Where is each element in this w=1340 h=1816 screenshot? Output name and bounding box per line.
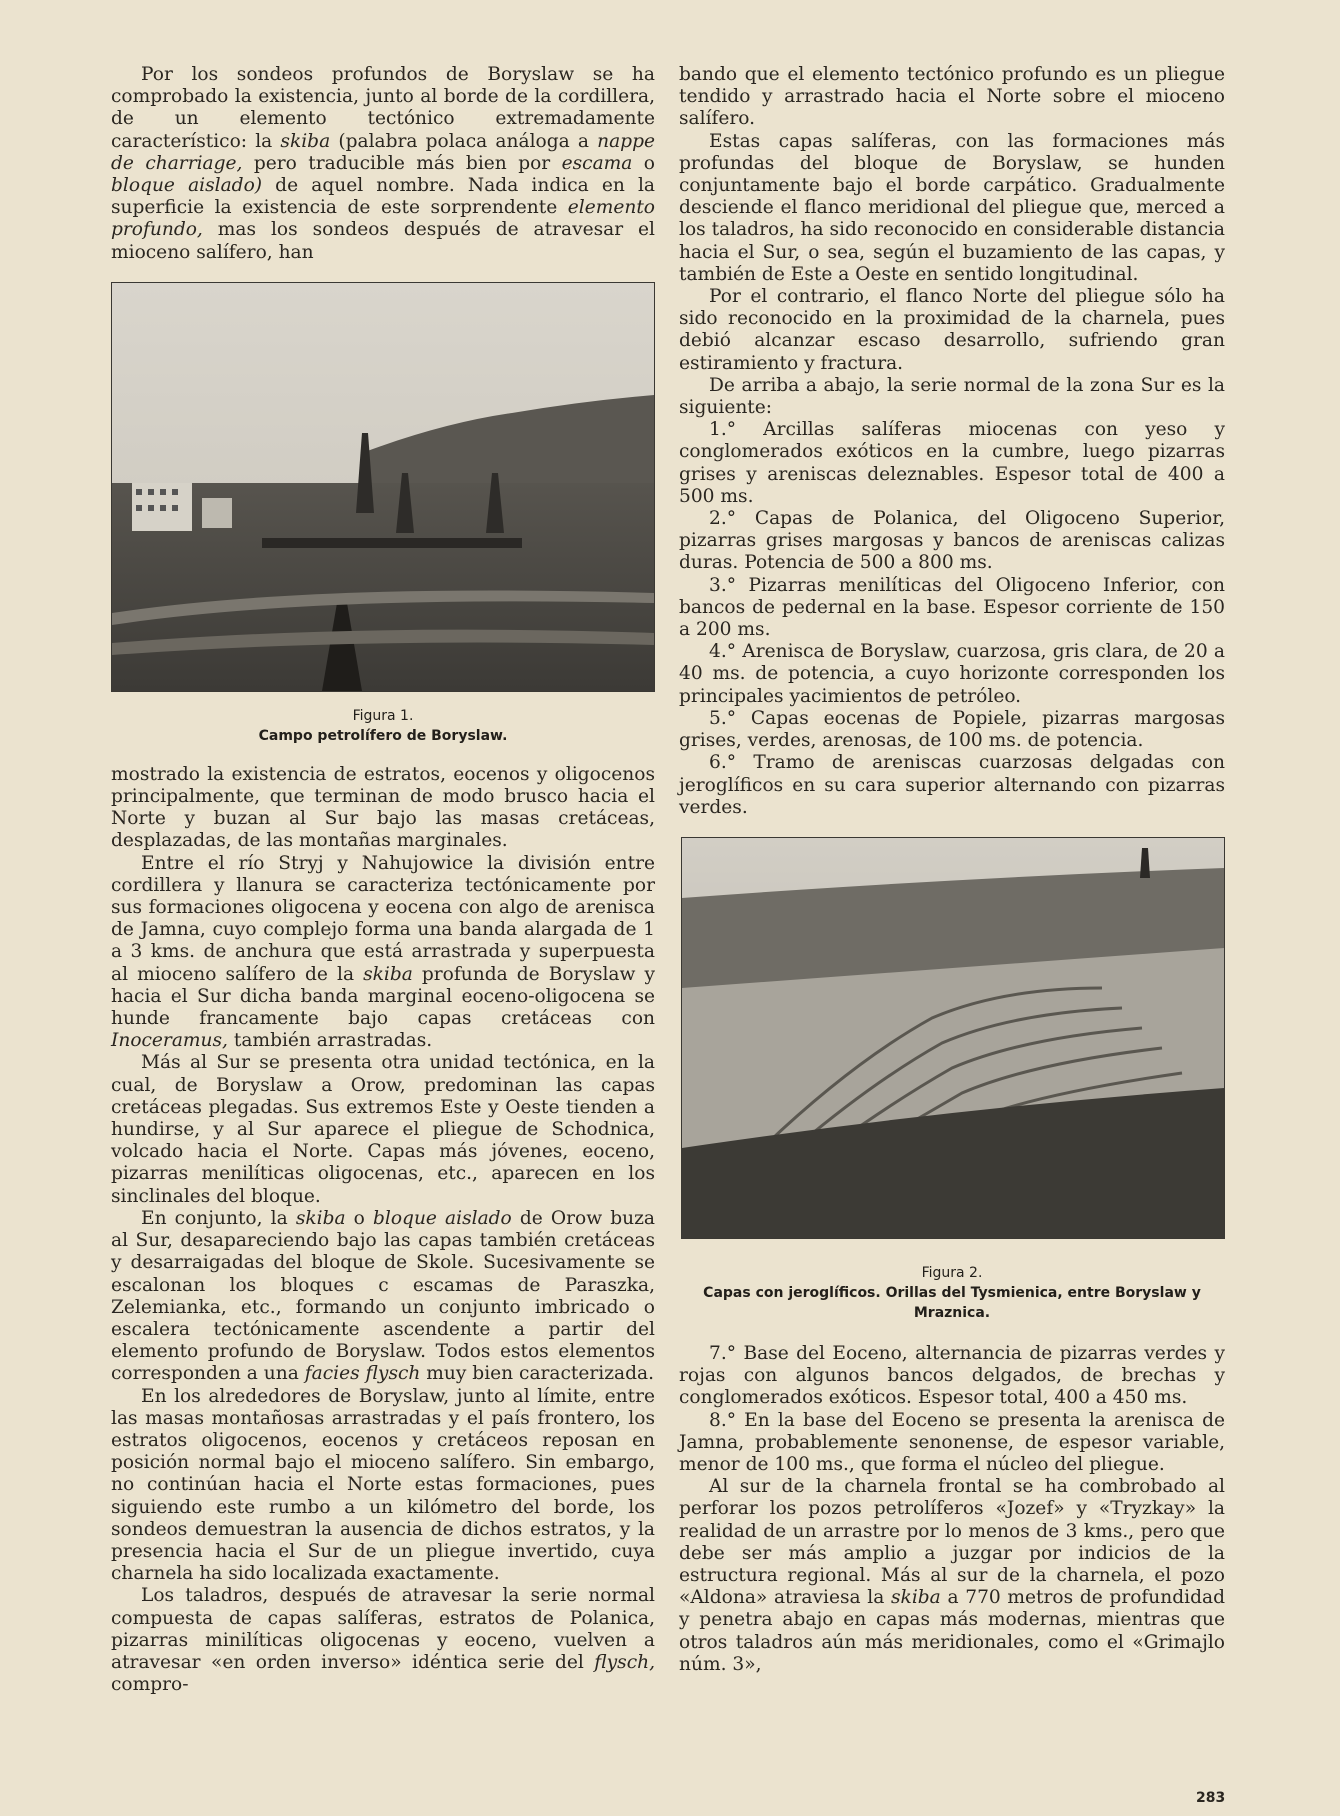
text-run: o	[632, 152, 655, 174]
list-item: 6.° Tramo de areniscas cuarzosas delgadas con jeroglíficos en su cara superior alternando con pizarras verdes.	[679, 752, 1225, 818]
figure-2-caption	[679, 1263, 1225, 1323]
paragraph	[111, 853, 655, 1053]
text-run: muy bien caracterizada.	[420, 1363, 655, 1385]
paragraph: mostrado la existencia de estratos, eocenos y oligocenos principalmente, que terminan de modo brusco hacia el Norte y buzan al Sur bajo las masas cretáceas, desplazadas, de las montañas marginales.	[111, 763, 655, 852]
list-item: 5.° Capas eocenas de Popiele, pizarras margosas grises, verdes, arenosas, de 100 ms. de potencia.	[679, 707, 1225, 752]
text-run: nappe de charriage,	[111, 130, 655, 174]
text-run: pero traducible más bien por	[242, 152, 562, 174]
list-item: 1.° Arcillas salíferas miocenas con yeso y conglomerados exóticos en la cumbre, luego pizarras grises y areniscas deleznables. Espesor total de 400 a 500 ms.	[679, 419, 1225, 507]
list-item: 3.° Pizarras menilíticas del Oligoceno Inferior, con bancos de pedernal en la base. Espesor corriente de 150 a 200 ms.	[679, 574, 1225, 641]
page-number: 283	[1196, 1790, 1226, 1806]
text-run: de Orow buza al Sur, desapareciendo bajo las capas también cretáceas y desarraigadas del bloque de Skole. Sucesivamente se escalonan los bloques c escamas de Paraszka, Zelemianka, etc., formando un conjunto imbricado o escalera tectónicamente ascendente a partir del elemento profundo de Boryslaw. Todos estos elementos corresponden a una	[111, 1207, 656, 1385]
oilfield-photo-illustration	[112, 283, 654, 691]
text-run: compro-	[111, 1674, 189, 1696]
text-run: skiba	[891, 1587, 941, 1609]
text-run: skiba	[363, 963, 413, 985]
text-run: En conjunto, la	[141, 1207, 296, 1229]
figure-1-caption-text: Campo petrolífero de Boryslaw.	[258, 727, 508, 744]
text-run: flysch,	[594, 1651, 655, 1673]
figure-1-photo	[111, 282, 655, 692]
paragraph: En los alrededores de Boryslaw, junto al límite, entre las masas montañosas arrastradas y el país frontero, los estratos oligocenos, eocenos y cretáceos reposan en posición normal bajo el mioceno salífero. Sin embargo, no continúan hacia el Norte estas formaciones, pues siguiendo este rumbo a un kilómetro del borde, los sondeos demuestran la ausencia de dichos estratos, y la presencia hacia el Sur de un pliegue invertido, cuya charnela ha sido localizada exactamente.	[111, 1385, 655, 1585]
text-run: skiba	[280, 130, 331, 152]
text-run: mas los sondeos después de atravesar el mioceno salífero, han	[111, 219, 655, 263]
figure-2	[679, 837, 1225, 1323]
list-item: 8.° En la base del Eoceno se presenta la arenisca de Jamna, probablemente senonense, de espesor variable, menor de 100 ms., que forma el núcleo del pliegue.	[679, 1409, 1225, 1475]
figure-1-caption	[111, 706, 655, 746]
text-run: o	[345, 1207, 373, 1229]
paragraph: Más al Sur se presenta otra unidad tectónica, en la cual, de Boryslaw a Orow, predominan las capas cretáceas plegadas. Sus extremos Este y Oeste tienden a hundirse, y al Sur aparece el pliegue de Schodnica, volcado hacia el Norte. Capas más jóvenes, eoceno, pizarras menilíticas oligocenas, etc., aparecen en los sinclinales del bloque.	[111, 1052, 655, 1207]
left-column	[111, 64, 655, 1696]
list-item: 7.° Base del Eoceno, alternancia de pizarras verdes y rojas con algunos bancos delgados, de brechas y conglomerados exóticos. Espesor total, 400 a 450 ms.	[679, 1342, 1225, 1409]
text-run: escama	[561, 152, 633, 174]
paragraph: bando que el elemento tectónico profundo es un pliegue tendido y arrastrado hacia el Norte sobre el mioceno salífero.	[679, 64, 1225, 130]
list-item: 4.° Arenisca de Boryslaw, cuarzosa, gris clara, de 20 a 40 ms. de potencia, a cuyo horizonte corresponden los principales yacimientos de petróleo.	[679, 641, 1225, 707]
text-run: bloque aislado	[373, 1207, 512, 1229]
text-run: skiba	[295, 1207, 346, 1229]
list-item: 2.° Capas de Polanica, del Oligoceno Superior, pizarras grises margosas y bancos de areniscas calizas duras. Potencia de 500 a 800 ms.	[679, 508, 1225, 574]
paragraph: De arriba a abajo, la serie normal de la zona Sur es la siguiente:	[679, 374, 1225, 419]
paragraph: Por el contrario, el flanco Norte del pliegue sólo ha sido reconocido en la proximidad de la charnela, pues debió alcanzar escaso desarrollo, sufriendo gran estiramiento y fractura.	[679, 286, 1225, 374]
text-run: Entre el río Stryj y Nahujowice la división entre cordillera y llanura se caracteriza tectónicamente por sus formaciones oligocena y eocena con algo de arenisca de Jamna, cuyo complejo forma una banda alargada de 1 a 3 kms. de anchura que está arrastrada y superpuesta al mioceno salífero de la	[111, 852, 655, 985]
text-run: también arrastradas.	[227, 1030, 433, 1052]
text-run: Al sur de la charnela frontal se ha combrobado al perforar los pozos petrolíferos «Jozef» y «Tryzkay» la realidad de un arrastre por lo menos de 3 kms., pero que debe ser más amplio a juzgar por indicios de la estructura regional. Más al sur de la charnela, el pozo «Aldona» atraviesa la	[679, 1476, 1225, 1609]
paragraph: Estas capas salíferas, con las formaciones más profundas del bloque de Boryslaw, se hunden conjuntamente bajo el borde carpático. Gradualmente desciende el flanco meridional del pliegue que, merced a los taladros, ha sido reconocido en considerable distancia hacia el Sur, o sea, según el buzamiento de las capas, y también de Este a Oeste en sentido longitudinal.	[679, 130, 1226, 285]
text-run: a 770 metros de profundidad y penetra abajo en capas más modernas, mientras que otros taladros aún más meridionales, como el «Grimajlo núm. 3»,	[679, 1587, 1225, 1675]
paragraph	[111, 64, 655, 264]
figure-1-number: Figura 1.	[352, 707, 414, 724]
text-run: bloque aislado)	[111, 175, 263, 197]
paragraph	[679, 1476, 1225, 1676]
figure-2-number: Figura 2.	[921, 1264, 983, 1281]
text-run: Por los sondeos profundos de Boryslaw se ha comprobado la existencia, junto al borde de la cordillera, de un elemento tectónico extremadamente característico: la	[111, 64, 655, 152]
figure-2-photo	[681, 837, 1225, 1239]
figure-1	[111, 282, 655, 746]
figure-2-caption-text: Capas con jeroglíficos. Orillas del Tysmienica, entre Boryslaw y Mraznica.	[703, 1284, 1201, 1321]
text-run: de aquel nombre. Nada indica en la superficie la existencia de este sorprendente	[111, 175, 655, 219]
text-run: elemento profundo,	[111, 197, 655, 241]
strata-photo-illustration	[682, 838, 1224, 1238]
text-run: facies flysch	[304, 1363, 421, 1385]
text-run: Inoceramus,	[111, 1030, 228, 1052]
right-column	[679, 64, 1225, 1676]
text-run: Los taladros, después de atravesar la serie normal compuesta de capas salíferas, estratos de Polanica, pizarras minilíticas oligocenas y eoceno, vuelven a atravesar «en orden inverso» idéntica serie del	[111, 1585, 655, 1673]
paragraph	[111, 1585, 655, 1696]
text-run: (palabra polaca análoga a	[330, 130, 598, 152]
text-run: profunda de Boryslaw y hacia el Sur dicha banda marginal eoceno-oligocena se hunde francamente bajo capas cretáceas con	[111, 963, 655, 1030]
paragraph	[111, 1208, 655, 1386]
